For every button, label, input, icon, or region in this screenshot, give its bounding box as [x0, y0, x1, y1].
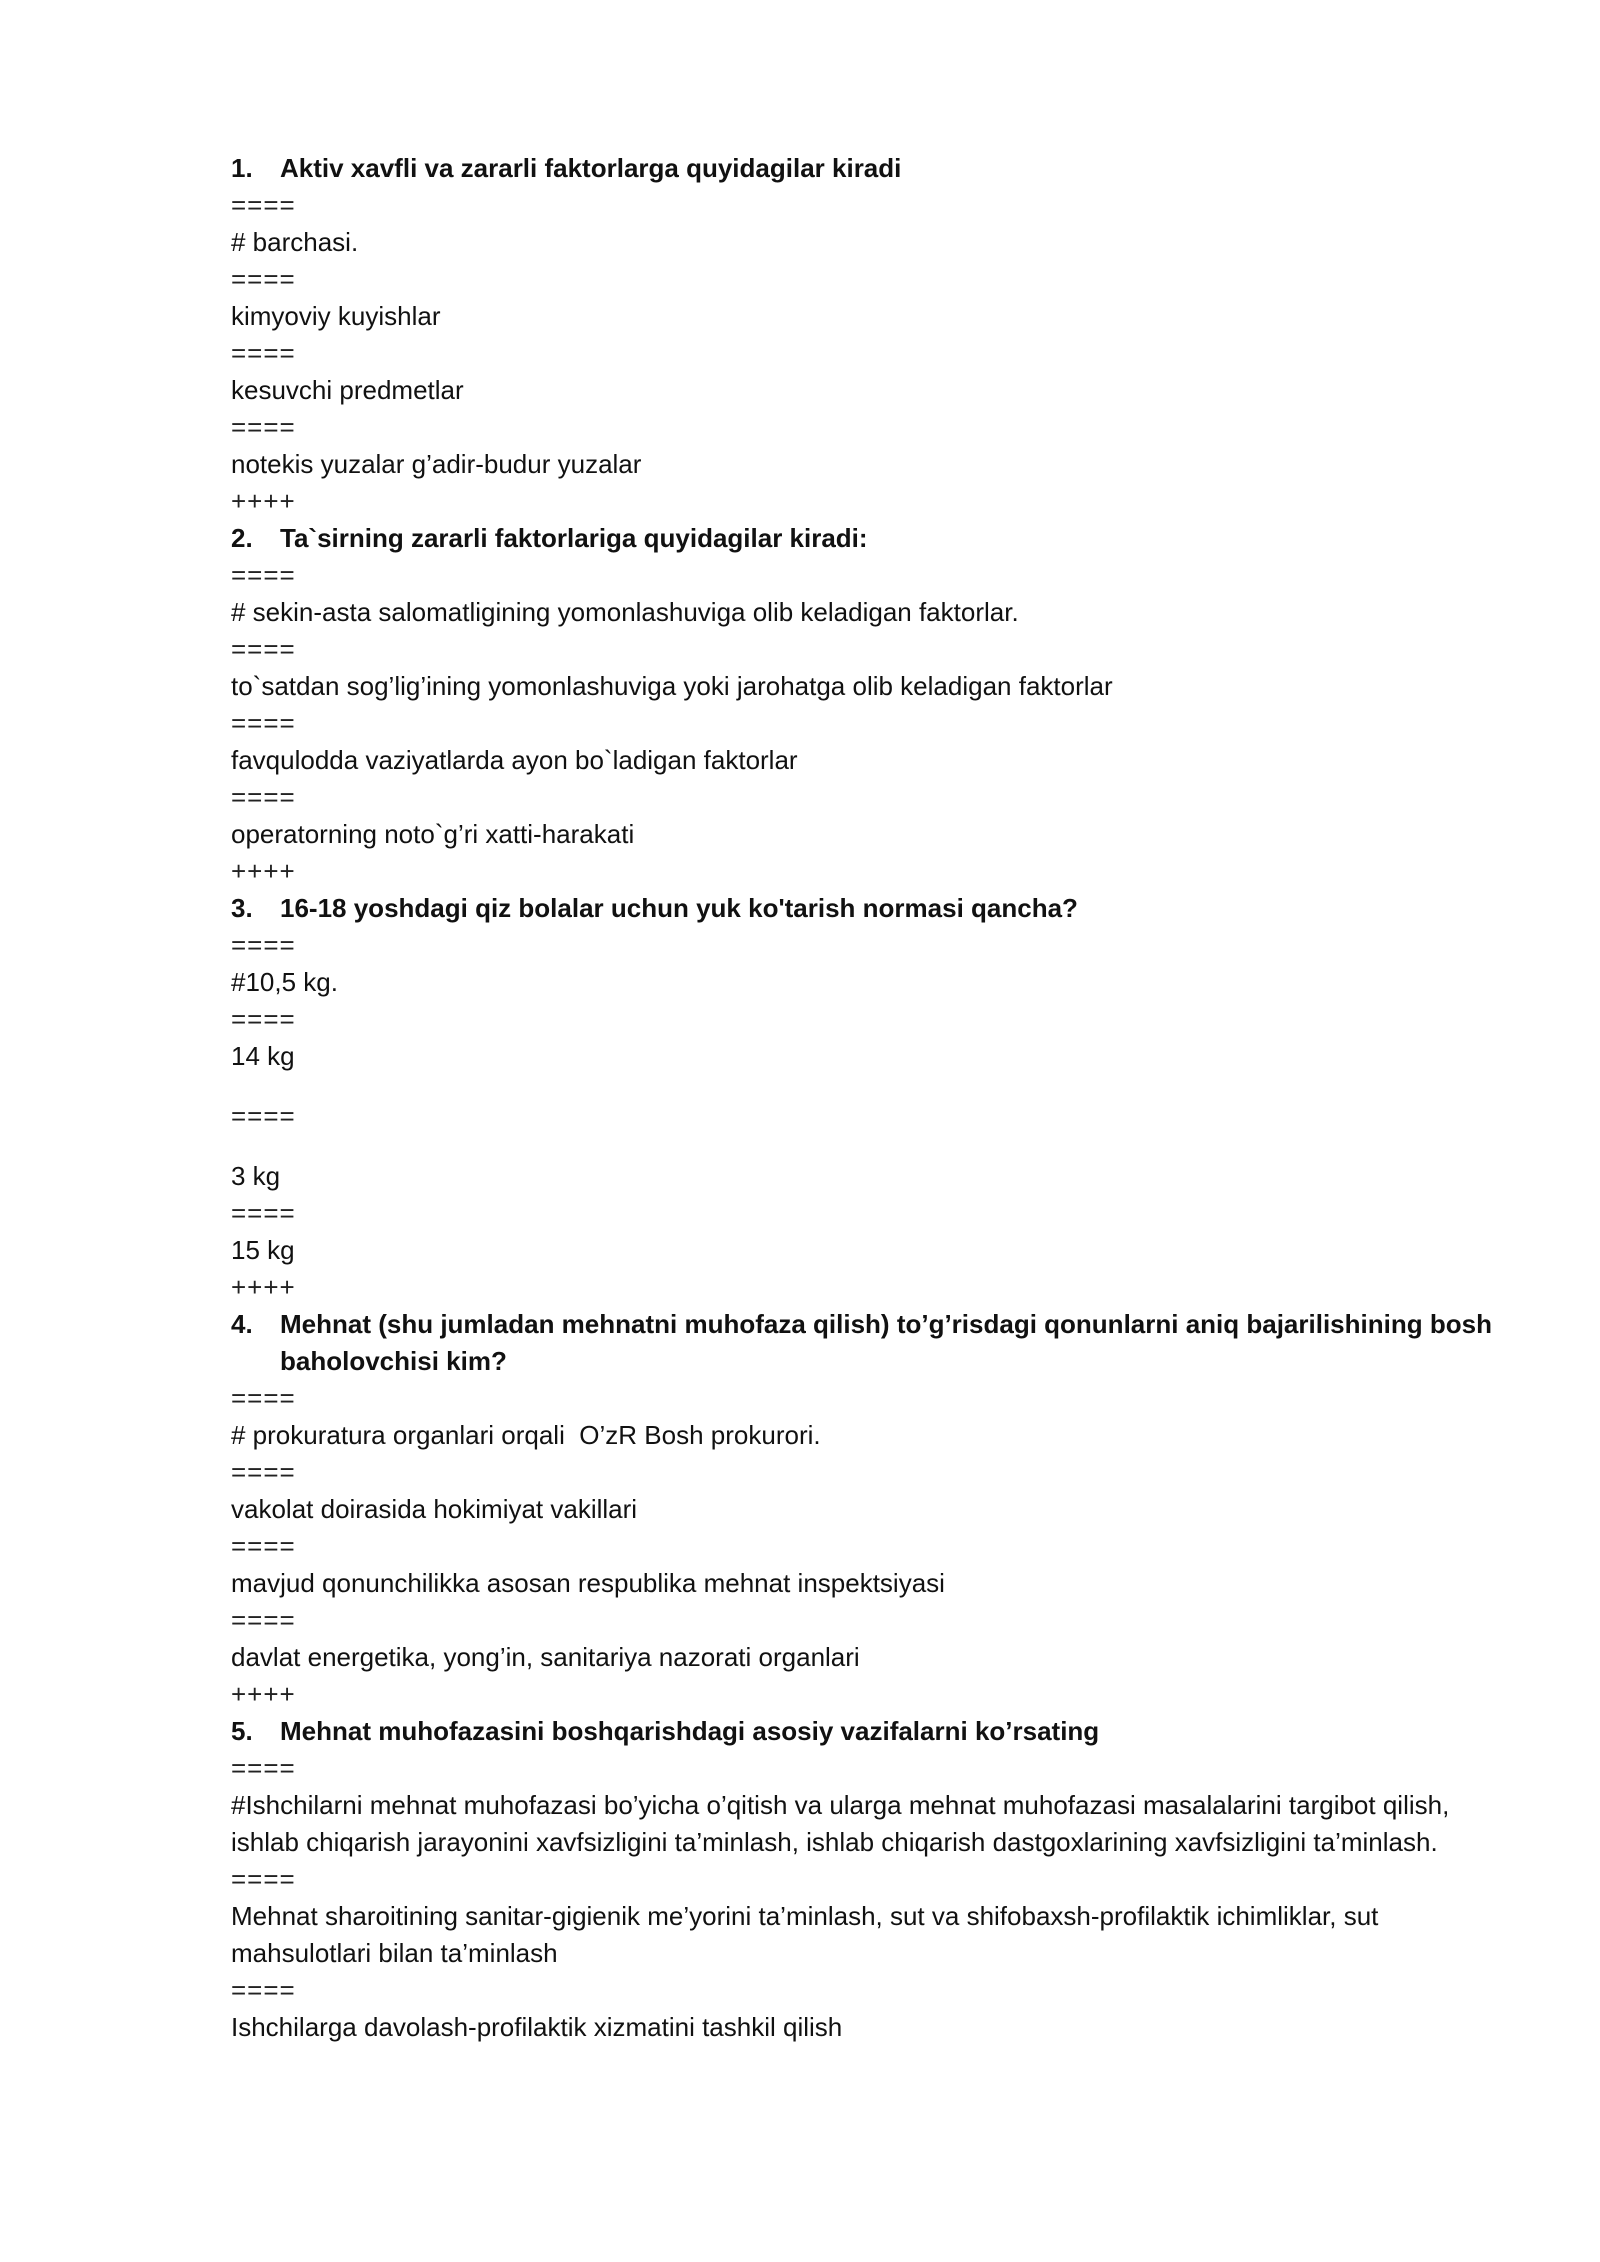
- question-text: Mehnat (shu jumladan mehnatni muhofaza qilish) to’g’risdagi qonunlarni aniq bajarilishining bosh baholovchisi kim?: [280, 1309, 1492, 1376]
- question-end-marker: ++++: [231, 1679, 296, 1709]
- answer-separator: ====: [231, 1101, 296, 1131]
- answer-separator: ====: [231, 708, 296, 738]
- answer-separator: ====: [231, 264, 296, 294]
- document-content: [231, 150, 1511, 2046]
- answer-option: Ishchilarga davolash-profilaktik xizmatini tashkil qilish: [231, 2012, 843, 2042]
- answer-separator: ====: [231, 634, 296, 664]
- answer-option: kesuvchi predmetlar: [231, 375, 464, 405]
- answer-option: mavjud qonunchilikka asosan respublika mehnat inspektsiyasi: [231, 1568, 945, 1598]
- question-2: [231, 520, 1511, 557]
- question-text: Mehnat muhofazasini boshqarishdagi asosiy vazifalarni ko’rsating: [280, 1716, 1100, 1746]
- question-text: Aktiv xavfli va zararli faktorlarga quyidagilar kiradi: [280, 153, 902, 183]
- answer-separator: ====: [231, 1457, 296, 1487]
- answer-option: operatorning noto`g’ri xatti-harakati: [231, 819, 635, 849]
- answer-option: 14 kg: [231, 1041, 295, 1071]
- question-number: 5.: [231, 1716, 253, 1746]
- answer-option: notekis yuzalar g’adir-budur yuzalar: [231, 449, 642, 479]
- question-5: [231, 1713, 1511, 1750]
- question-number: 1.: [231, 153, 253, 183]
- answer-separator: ====: [231, 560, 296, 590]
- answer-option: 15 kg: [231, 1235, 295, 1265]
- answer-option: #Ishchilarni mehnat muhofazasi bo’yicha o’qitish va ularga mehnat muhofazasi masalalarini targibot qilish, ishlab chiqarish jarayonini xavfsizligini ta’minlash, ishlab chiqarish dastgoxlarining xavfsizligini ta’minlash.: [231, 1790, 1457, 1857]
- answer-separator: ====: [231, 1975, 296, 2005]
- answer-option: davlat energetika, yong’in, sanitariya nazorati organlari: [231, 1642, 860, 1672]
- question-4: [231, 1306, 1511, 1380]
- answer-separator: ====: [231, 1198, 296, 1228]
- answer-separator: ====: [231, 1383, 296, 1413]
- question-number: 4.: [231, 1309, 253, 1339]
- answer-option: # sekin-asta salomatligining yomonlashuviga olib keladigan faktorlar.: [231, 597, 1019, 627]
- answer-option: vakolat doirasida hokimiyat vakillari: [231, 1494, 638, 1524]
- answer-separator: ====: [231, 930, 296, 960]
- question-end-marker: ++++: [231, 486, 296, 516]
- answer-option: 3 kg: [231, 1161, 281, 1191]
- question-text: Ta`sirning zararli faktorlariga quyidagilar kiradi:: [280, 523, 868, 553]
- answer-option: kimyoviy kuyishlar: [231, 301, 441, 331]
- answer-separator: ====: [231, 782, 296, 812]
- question-text: 16-18 yoshdagi qiz bolalar uchun yuk ko'tarish normasi qancha?: [280, 893, 1078, 923]
- answer-option: to`satdan sog’lig’ining yomonlashuviga yoki jarohatga olib keladigan faktorlar: [231, 671, 1113, 701]
- question-end-marker: ++++: [231, 1272, 296, 1302]
- answer-separator: ====: [231, 1864, 296, 1894]
- answer-option: # prokuratura organlari orqali O’zR Bosh prokurori.: [231, 1420, 821, 1450]
- question-number: 2.: [231, 523, 253, 553]
- answer-separator: ====: [231, 1753, 296, 1783]
- answer-separator: ====: [231, 1531, 296, 1561]
- question-end-marker: ++++: [231, 856, 296, 886]
- answer-option: # barchasi.: [231, 227, 359, 257]
- answer-option: favqulodda vaziyatlarda ayon bo`ladigan faktorlar: [231, 745, 798, 775]
- answer-separator: ====: [231, 1605, 296, 1635]
- answer-separator: ====: [231, 1004, 296, 1034]
- answer-separator: ====: [231, 338, 296, 368]
- question-number: 3.: [231, 893, 253, 923]
- answer-separator: ====: [231, 412, 296, 442]
- question-1: [231, 150, 1511, 187]
- answer-separator: ====: [231, 190, 296, 220]
- question-3: [231, 890, 1511, 927]
- answer-option: Mehnat sharoitining sanitar-gigienik me’yorini ta’minlash, sut va shifobaxsh-profilaktik ichimliklar, sut mahsulotlari bilan ta’minlash: [231, 1901, 1386, 1968]
- answer-option: #10,5 kg.: [231, 967, 338, 997]
